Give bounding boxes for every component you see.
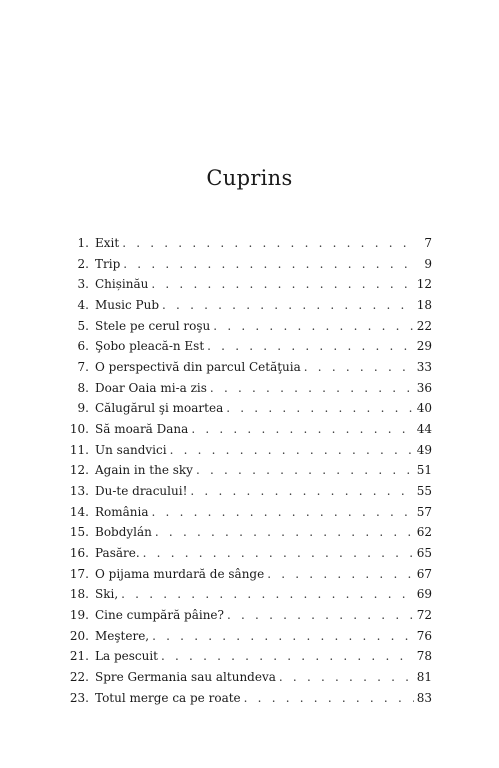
entry-title: Cine cumpără pâine? bbox=[95, 608, 224, 623]
dot-leader bbox=[267, 567, 414, 581]
entry-title: O pijama murdară de sânge bbox=[95, 566, 265, 581]
entry-number: 1. bbox=[77, 236, 89, 250]
toc-entry bbox=[62, 567, 432, 588]
dot-leader bbox=[244, 691, 414, 705]
toc-entry bbox=[62, 629, 432, 650]
entry-number: 14. bbox=[69, 504, 89, 519]
entry-number: 7. bbox=[77, 360, 89, 375]
dot-leader bbox=[152, 629, 414, 643]
toc-entry bbox=[62, 546, 432, 567]
toc-entry bbox=[62, 670, 432, 691]
entry-page: 76 bbox=[416, 628, 432, 643]
dot-leader bbox=[279, 670, 414, 684]
toc-entry bbox=[62, 381, 432, 402]
entry-title: Bobdylán bbox=[95, 525, 152, 540]
entry-number: 9. bbox=[77, 401, 89, 416]
toc-entry bbox=[62, 505, 432, 526]
dot-leader bbox=[122, 236, 417, 250]
entry-number: 15. bbox=[69, 525, 89, 540]
dot-leader bbox=[226, 401, 413, 415]
entry-page: 36 bbox=[416, 380, 432, 395]
entry-page: 22 bbox=[416, 318, 432, 333]
toc-entry bbox=[62, 360, 432, 381]
entry-page: 49 bbox=[416, 442, 432, 457]
entry-title: Again in the sky bbox=[95, 463, 193, 478]
entry-title: Music Pub bbox=[95, 298, 160, 313]
entry-title: Du-te dracului! bbox=[95, 484, 188, 499]
dot-leader bbox=[162, 298, 414, 312]
entry-page: 57 bbox=[416, 504, 432, 519]
entry-title: Spre Germania sau altundeva bbox=[95, 670, 276, 685]
entry-number: 17. bbox=[69, 566, 89, 581]
entry-number: 12. bbox=[69, 463, 89, 478]
dot-leader bbox=[190, 484, 413, 498]
dot-leader bbox=[304, 360, 414, 374]
entry-page: 81 bbox=[416, 670, 432, 685]
toc-entry bbox=[62, 236, 432, 257]
toc-entry bbox=[62, 401, 432, 422]
entry-title: Un sandvici bbox=[95, 442, 167, 457]
entry-title: Meştere, bbox=[95, 628, 150, 643]
entry-title: Să moară Dana bbox=[95, 422, 189, 437]
dot-leader bbox=[207, 339, 414, 353]
dot-leader bbox=[123, 257, 417, 271]
entry-number: 20. bbox=[69, 628, 89, 643]
entry-page: 78 bbox=[416, 649, 432, 664]
entry-number: 16. bbox=[69, 546, 89, 561]
entry-page: 65 bbox=[416, 546, 432, 561]
toc-entry bbox=[62, 484, 432, 505]
toc-entry bbox=[62, 587, 432, 608]
entry-number: 13. bbox=[69, 484, 89, 499]
entry-title: Pasăre. bbox=[95, 546, 140, 561]
entry-number: 21. bbox=[69, 649, 89, 664]
dot-leader bbox=[227, 608, 414, 622]
entry-page: 69 bbox=[416, 587, 432, 602]
entry-title: Chișinău bbox=[95, 277, 149, 292]
entry-page: 40 bbox=[416, 401, 432, 416]
toc-entry bbox=[62, 277, 432, 298]
toc-entry bbox=[62, 339, 432, 360]
entry-title: La pescuit bbox=[95, 649, 158, 664]
dot-leader bbox=[213, 319, 413, 333]
dot-leader bbox=[161, 649, 414, 663]
entry-number: 11. bbox=[69, 442, 89, 457]
entry-page: 72 bbox=[416, 608, 432, 623]
dot-leader bbox=[191, 422, 413, 436]
dot-leader bbox=[151, 277, 413, 291]
entry-title: Trip bbox=[95, 256, 121, 271]
toc-entry bbox=[62, 257, 432, 278]
page-title: Cuprins bbox=[206, 166, 293, 190]
entry-page: 12 bbox=[416, 277, 432, 292]
toc-entry bbox=[62, 463, 432, 484]
entry-page: 62 bbox=[416, 525, 432, 540]
entry-title: O perspectivă din parcul Cetăţuia bbox=[95, 360, 301, 375]
entry-page: 67 bbox=[416, 566, 432, 581]
entry-page: 55 bbox=[416, 484, 432, 499]
entry-number: 8. bbox=[77, 380, 89, 395]
toc-entry bbox=[62, 691, 432, 712]
entry-title: Călugărul şi moartea bbox=[95, 401, 224, 416]
entry-page: 44 bbox=[416, 422, 432, 437]
entry-number: 2. bbox=[77, 256, 89, 271]
entry-number: 3. bbox=[77, 277, 89, 292]
entry-title: Totul merge ca pe roate bbox=[95, 690, 241, 705]
toc-entry bbox=[62, 298, 432, 319]
toc-entry bbox=[62, 443, 432, 464]
dot-leader bbox=[170, 443, 414, 457]
entry-title: Stele pe cerul roşu bbox=[95, 318, 211, 333]
dot-leader bbox=[143, 546, 414, 560]
dot-leader bbox=[152, 505, 414, 519]
entry-number: 5. bbox=[77, 318, 89, 333]
dot-leader bbox=[196, 463, 414, 477]
toc-entry bbox=[62, 319, 432, 340]
entry-title: Ski, bbox=[95, 587, 119, 602]
entry-number: 22. bbox=[69, 670, 89, 685]
dot-leader bbox=[121, 587, 414, 601]
entry-page: 51 bbox=[416, 463, 432, 478]
entry-title: România bbox=[95, 504, 149, 519]
entry-number: 10. bbox=[69, 422, 89, 437]
entry-title: Doar Oaia mi-a zis bbox=[95, 380, 207, 395]
entry-number: 4. bbox=[77, 298, 89, 313]
dot-leader bbox=[210, 381, 414, 395]
toc-entry bbox=[62, 608, 432, 629]
toc-entry bbox=[62, 649, 432, 670]
entry-page: 7 bbox=[424, 236, 432, 250]
entry-number: 6. bbox=[77, 339, 89, 354]
entry-page: 29 bbox=[416, 339, 432, 354]
entry-number: 19. bbox=[69, 608, 89, 623]
dot-leader bbox=[155, 525, 414, 539]
entry-page: 33 bbox=[416, 360, 432, 375]
table-of-contents bbox=[62, 236, 432, 711]
entry-page: 9 bbox=[424, 256, 432, 271]
entry-title: Şobo pleacă-n Est bbox=[95, 339, 205, 354]
entry-title: Exit bbox=[95, 236, 120, 250]
entry-page: 18 bbox=[416, 298, 432, 313]
entry-number: 23. bbox=[69, 690, 89, 705]
entry-page: 83 bbox=[416, 690, 432, 705]
toc-entry bbox=[62, 422, 432, 443]
entry-number: 18. bbox=[69, 587, 89, 602]
toc-entry bbox=[62, 525, 432, 546]
